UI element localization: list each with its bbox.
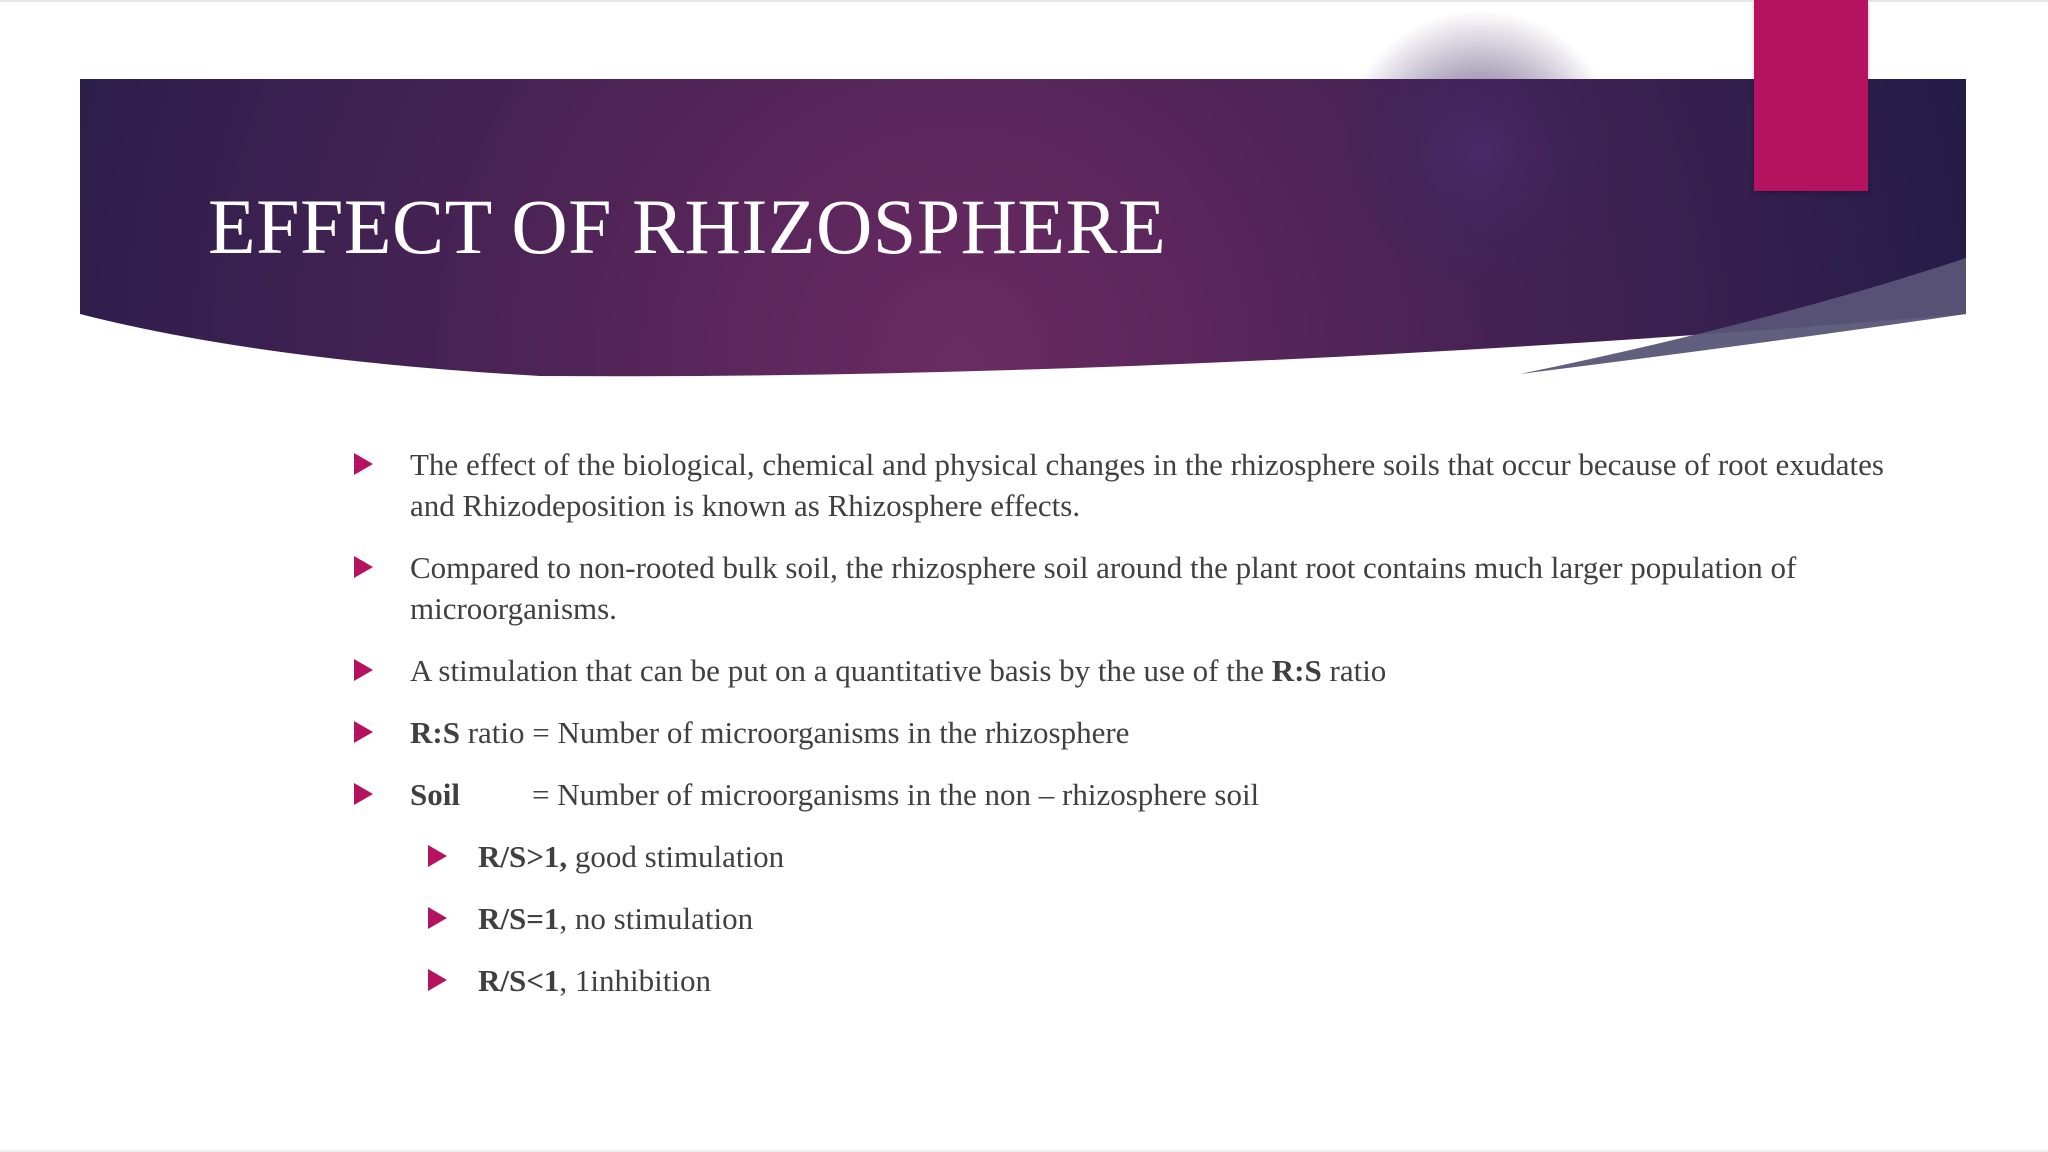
- bullet-item: [350, 712, 1910, 753]
- bullet-text-bold: Soil: [410, 777, 460, 812]
- triangle-bullet-icon: [428, 969, 447, 991]
- bullet-item: [350, 444, 1910, 526]
- bullet-item: [350, 650, 1910, 691]
- bullet-text-suffix: = Number of microorganisms in the non – rhizosphere soil: [531, 777, 1260, 812]
- sub-bullet-item: [428, 960, 1910, 1001]
- sub-bullet-bold: R/S<1: [478, 963, 560, 998]
- triangle-bullet-icon: [428, 845, 447, 867]
- slide-title: EFFECT OF RHIZOSPHERE: [208, 183, 1167, 270]
- bullet-item: [350, 547, 1910, 629]
- sub-bullet-bold: R/S>1,: [478, 839, 568, 874]
- bullet-text-prefix: A stimulation that can be put on a quantitative basis by the use of the: [410, 653, 1272, 688]
- bullet-text: The effect of the biological, chemical and physical changes in the rhizosphere soils that occur because of root exudates and Rhizodeposition is known as Rhizosphere effects.: [410, 447, 1884, 523]
- sub-bullet-item: [428, 898, 1910, 939]
- bullet-text-suffix: ratio = Number of microorganisms in the rhizosphere: [459, 715, 1130, 750]
- sub-bullet-text: , no stimulation: [559, 901, 754, 936]
- bullet-list: [350, 444, 1910, 1022]
- triangle-bullet-icon: [354, 453, 373, 475]
- bullet-text: Compared to non-rooted bulk soil, the rhizosphere soil around the plant root contains much larger population of microorganisms.: [410, 550, 1797, 626]
- sub-bullet-bold: R/S=1: [478, 901, 560, 936]
- bullet-text-bold: R:S: [1271, 653, 1322, 688]
- triangle-bullet-icon: [354, 721, 373, 743]
- bullet-item: [350, 774, 1910, 815]
- sub-bullet-text: , 1inhibition: [559, 963, 711, 998]
- accent-tab: [1754, 0, 1868, 191]
- triangle-bullet-icon: [354, 783, 373, 805]
- triangle-bullet-icon: [428, 907, 447, 929]
- triangle-bullet-icon: [354, 659, 373, 681]
- triangle-bullet-icon: [354, 556, 373, 578]
- bullet-text-suffix: ratio: [1321, 653, 1387, 688]
- sub-bullet-item: [428, 836, 1910, 877]
- bullet-text-bold: R:S: [410, 715, 460, 750]
- sub-bullet-text: good stimulation: [567, 839, 785, 874]
